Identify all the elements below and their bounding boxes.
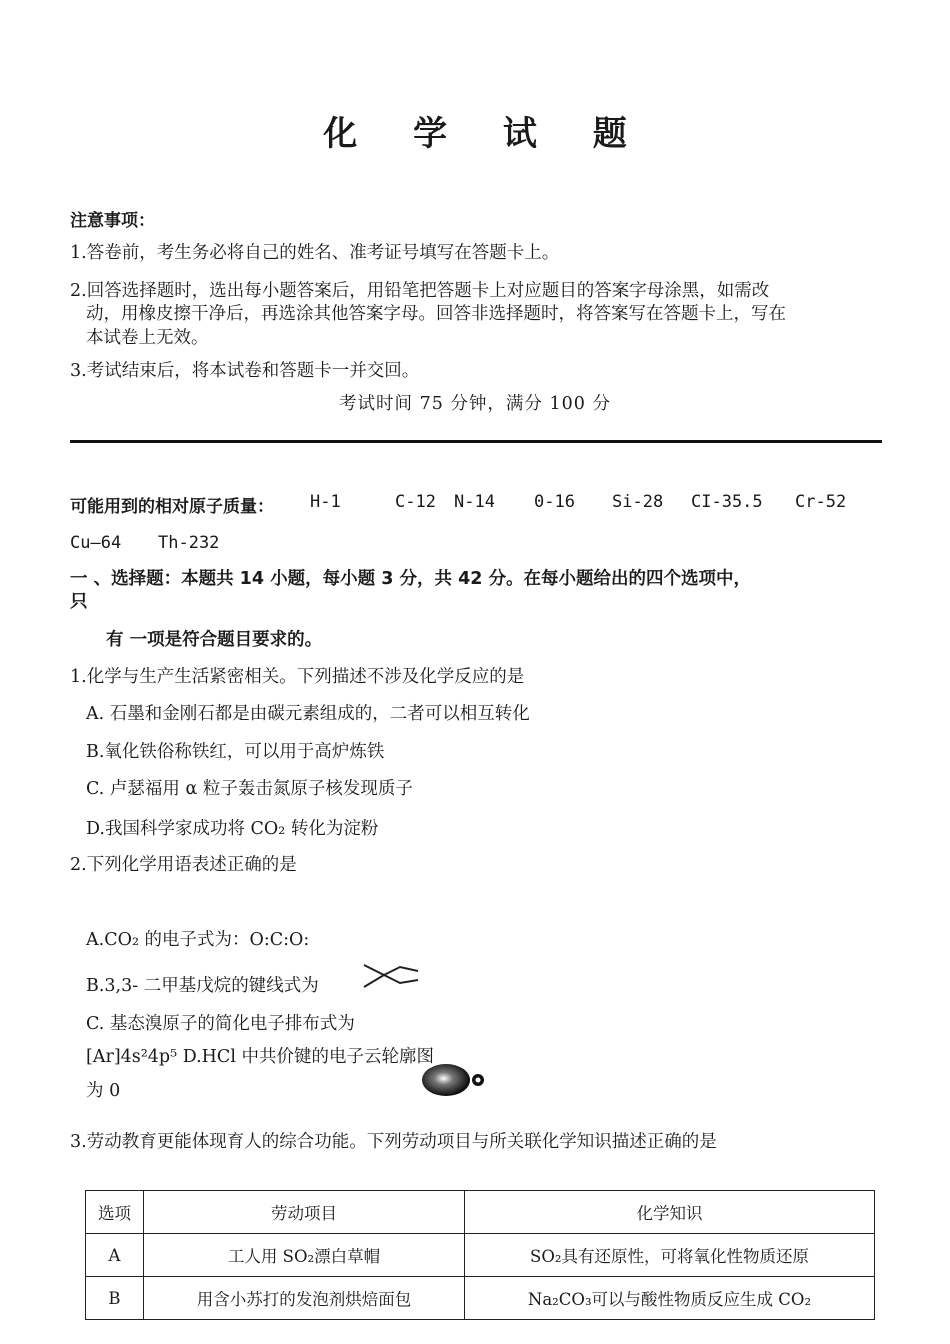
electron-cloud-icon — [420, 1060, 490, 1100]
atomic-mass-cl: CI-35.5 — [691, 492, 763, 512]
section-1-heading-line-1: 一 、选择题：本题共 14 小题，每小题 3 分，共 42 分。在每小题给出的四个选项中， — [70, 569, 752, 589]
table-cell: 工人用 SO₂漂白草帽 — [144, 1234, 465, 1277]
table-cell: A — [86, 1234, 144, 1277]
table-header-row — [86, 1191, 875, 1234]
table-row — [86, 1277, 875, 1320]
q1-option-c: C. 卢瑟福用 α 粒子轰击氮原子核发现质子 — [86, 779, 413, 799]
page-title: 化 学 试 题 — [323, 114, 649, 154]
atomic-mass-c: C-12 — [395, 492, 436, 512]
notice-item-2-line-1: 2.回答选择题时，选出每小题答案后，用铅笔把答题卡上对应题目的答案字母涂黑，如需改 — [70, 281, 770, 301]
notice-item-2-line-2: 动，用橡皮擦干净后，再选涂其他答案字母。回答非选择题时，将答案写在答题卡上，写在 — [86, 304, 786, 324]
section-1-heading-line-2: 只 — [70, 592, 88, 612]
atomic-mass-th: Th-232 — [158, 533, 220, 553]
notice-item-1: 1.答卷前，考生务必将自己的姓名、准考证号填写在答题卡上。 — [70, 243, 560, 263]
table-cell: B — [86, 1277, 144, 1320]
q1-option-d: D.我国科学家成功将 CO₂ 转化为淀粉 — [86, 819, 379, 839]
notice-item-3: 3.考试结束后，将本试卷和答题卡一并交回。 — [70, 361, 420, 381]
notice-item-2-line-3: 本试卷上无效。 — [86, 328, 209, 348]
q1-option-a: A. 石墨和金刚石都是由碳元素组成的，二者可以相互转化 — [86, 704, 530, 724]
q2-option-d-line-1: [Ar]4s²4p⁵ D.HCl 中共价键的电子云轮廓图 — [86, 1047, 434, 1067]
q2-option-b: B.3,3- 二甲基戊烷的键线式为 — [86, 976, 319, 996]
q2-option-a: A.CO₂ 的电子式为：O:C:O: — [86, 930, 310, 950]
atomic-mass-cr: Cr-52 — [795, 492, 847, 512]
q2-stem: 2.下列化学用语表述正确的是 — [70, 855, 297, 875]
table-header-cell: 选项 — [86, 1191, 144, 1234]
table-cell: 用含小苏打的发泡剂烘焙面包 — [144, 1277, 465, 1320]
table-cell: SO₂具有还原性，可将氧化性物质还原 — [465, 1234, 875, 1277]
q1-option-b: B.氧化铁俗称铁红，可以用于高炉炼铁 — [86, 742, 385, 762]
atomic-mass-h: H-1 — [310, 492, 341, 512]
q3-table — [85, 1190, 875, 1320]
atomic-mass-n: N-14 — [454, 492, 495, 512]
exam-time: 考试时间 75 分钟，满分 100 分 — [339, 394, 611, 414]
q2-option-c: C. 基态溴原子的简化电子排布式为 — [86, 1014, 355, 1034]
section-1-heading-line-3: 有 一项是符合题目要求的。 — [106, 630, 323, 650]
q2-option-d-line-2: 为 0 — [86, 1081, 121, 1101]
table-header-cell: 劳动项目 — [144, 1191, 465, 1234]
table-header-cell: 化学知识 — [465, 1191, 875, 1234]
atomic-mass-label: 可能用到的相对原子质量： — [70, 497, 274, 517]
q1-stem: 1.化学与生产生活紧密相关。下列描述不涉及化学反应的是 — [70, 667, 525, 687]
atomic-mass-o: 0-16 — [534, 492, 575, 512]
table-cell: Na₂CO₃可以与酸性物质反应生成 CO₂ — [465, 1277, 875, 1320]
atomic-mass-cu: Cu—64 — [70, 533, 122, 553]
table-row — [86, 1234, 875, 1277]
q3-stem: 3.劳动教育更能体现育人的综合功能。下列劳动项目与所关联化学知识描述正确的是 — [70, 1132, 717, 1152]
notice-heading: 注意事项： — [70, 211, 155, 231]
skeletal-formula-icon — [362, 962, 422, 990]
atomic-mass-si: Si-28 — [612, 492, 664, 512]
divider-rule — [70, 440, 882, 443]
